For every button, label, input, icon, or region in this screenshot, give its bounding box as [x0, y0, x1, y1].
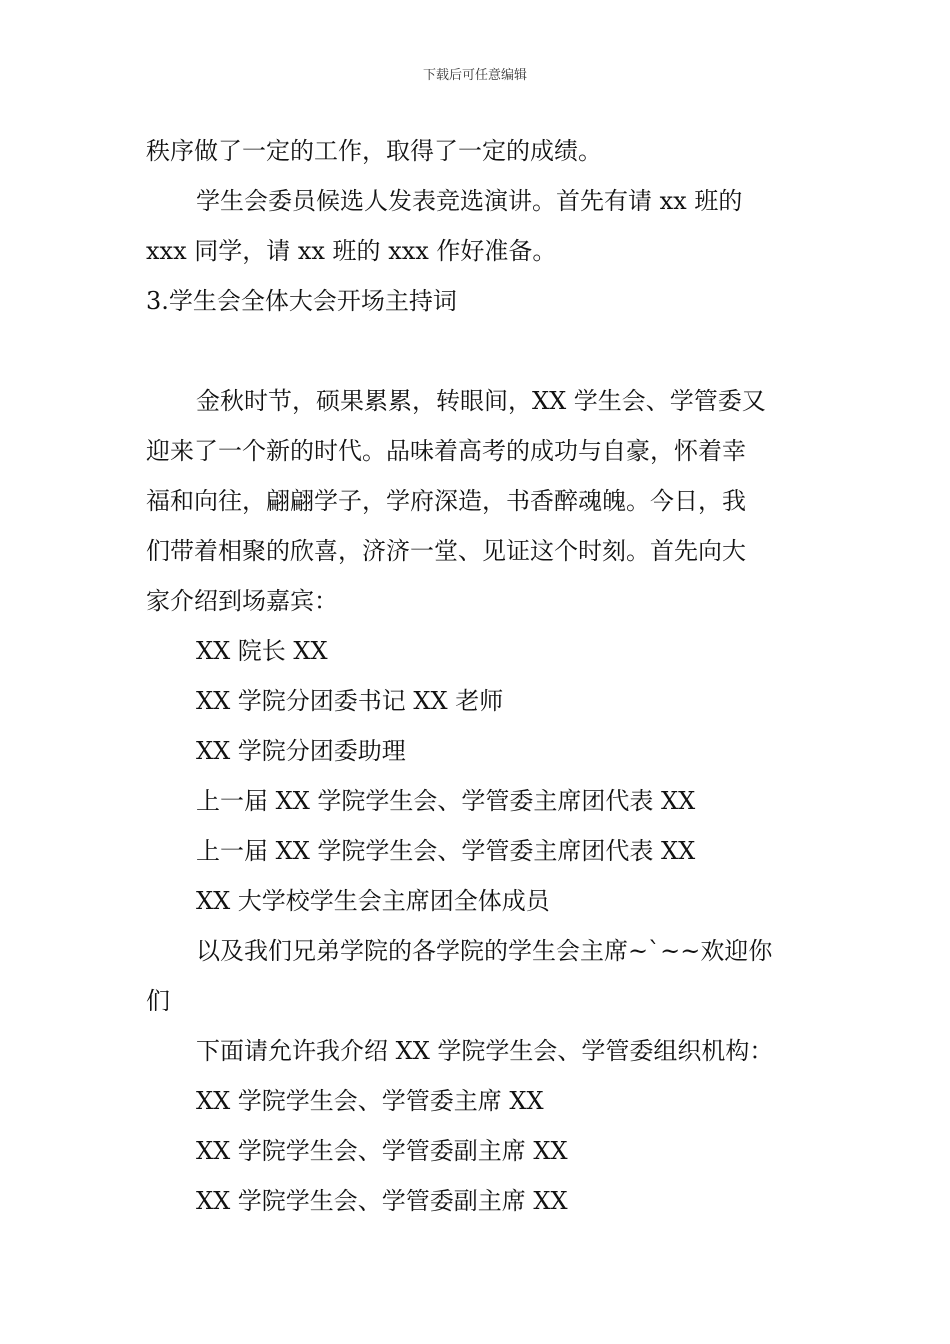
text-line: xxx 同学，请 xx 班的 xxx 作好准备。: [146, 237, 557, 265]
text-line: 家介绍到场嘉宾：: [146, 587, 338, 615]
text-line: 迎来了一个新的时代。品味着高考的成功与自豪，怀着幸: [146, 437, 746, 465]
org-line: XX 学院学生会、学管委副主席 XX: [196, 1187, 568, 1215]
guest-line: XX 院长 XX: [196, 637, 328, 665]
text-line: 秩序做了一定的工作，取得了一定的成绩。: [146, 137, 602, 165]
text-line: 金秋时节，硕果累累，转眼间，XX 学生会、学管委又: [196, 387, 766, 415]
text-line: 下面请允许我介绍 XX 学院学生会、学管委组织机构：: [196, 1037, 774, 1065]
section-heading: 3.学生会全体大会开场主持词: [146, 287, 457, 315]
text-line: 们: [146, 987, 170, 1015]
text-line: 以及我们兄弟学院的各学院的学生会主席~`~~欢迎你: [196, 937, 773, 965]
org-line: XX 学院学生会、学管委副主席 XX: [196, 1137, 568, 1165]
page-header: 下载后可任意编辑: [422, 68, 527, 83]
text-line: 福和向往，翩翩学子，学府深造，书香醉魂魄。今日，我: [146, 487, 746, 515]
guest-line: 上一届 XX 学院学生会、学管委主席团代表 XX: [196, 787, 696, 815]
blank-line: [146, 326, 808, 376]
document-body: [146, 126, 808, 1226]
guest-line: XX 学院分团委助理: [196, 737, 406, 765]
guest-line: XX 大学校学生会主席团全体成员: [196, 887, 550, 915]
text-line: 们带着相聚的欣喜，济济一堂、见证这个时刻。首先向大: [146, 537, 746, 565]
guest-line: XX 学院分团委书记 XX 老师: [196, 687, 504, 715]
org-line: XX 学院学生会、学管委主席 XX: [196, 1087, 544, 1115]
guest-line: 上一届 XX 学院学生会、学管委主席团代表 XX: [196, 837, 696, 865]
text-line: 学生会委员候选人发表竞选演讲。首先有请 xx 班的: [196, 187, 743, 215]
